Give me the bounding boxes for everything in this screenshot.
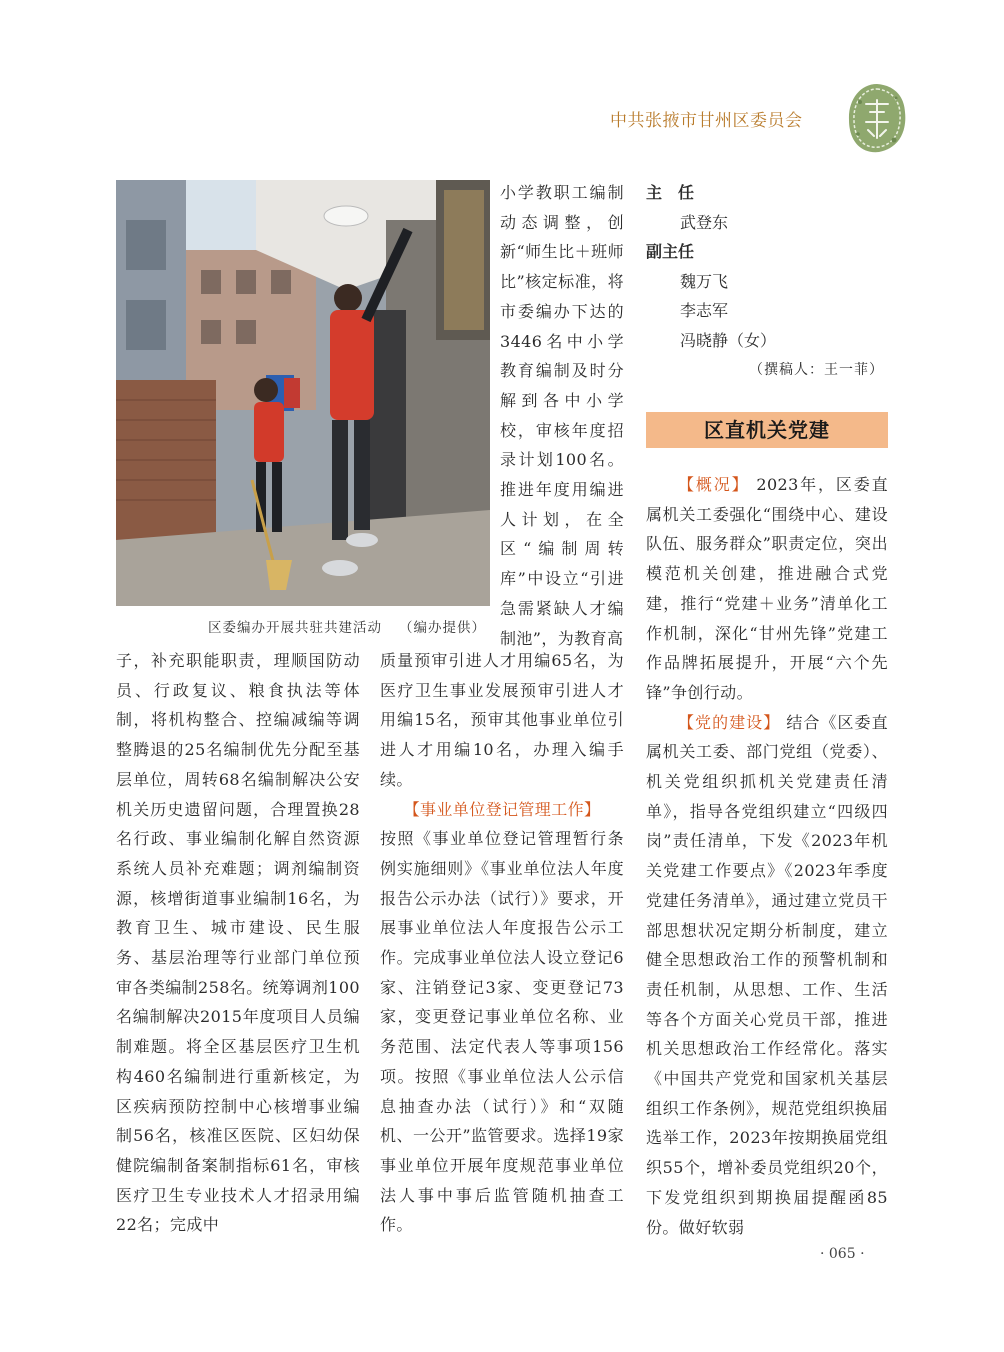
overview-heading: 【概况】 — [678, 475, 750, 494]
writer-credit: （撰稿人：王一菲） — [749, 361, 884, 378]
page-number: · 065 · — [820, 1246, 865, 1262]
caption-text: 区委编办开展共驻共建活动 — [208, 620, 382, 636]
section-body — [646, 470, 888, 1242]
party-building-heading: 【党的建设】 — [678, 712, 781, 732]
narrow-column-text: 小学教职工编制动态调整，创新“师生比＋班师比”核定标准，将市委编办下达的3446名中小学教育编制及时分解到各中小学校，审核年度招录计划100名。推进年度用编进人计划，在全区“编制周转库”中设立“引进急需紧缺人才编制池”，为教育高 — [500, 183, 624, 648]
deputy-name: 魏万飞 — [680, 271, 729, 291]
leadership-list — [646, 178, 888, 385]
overview-text: 2023年，区委直属机关工委强化“围绕中心、建设队伍、服务群众”职责定位，突出模范机关创建，推进融合式党建，推行“党建＋业务”清单化工作机制，深化“甘州先锋”党建工作品牌拓展提升，开展“六个先锋”争创行动。 — [646, 475, 888, 702]
caption-credit: （编办提供） — [399, 620, 486, 636]
column2-paragraph1: 质量预审引进人才用编65名，为医疗卫生事业发展预审引进人才用编15名，预审其他事业单位引进人才用编10名，办理入编手续。 — [380, 651, 624, 789]
column2 — [380, 646, 624, 1240]
section-title: 区直机关党建 — [646, 412, 888, 448]
deputy-name: 李志军 — [680, 301, 729, 321]
overview-paragraph — [646, 470, 888, 708]
figure-caption — [116, 616, 500, 636]
header-title: 中共张掖市甘州区委员会 — [610, 111, 803, 131]
activity-photo — [116, 180, 490, 606]
column1-text: 子，补充职能职责，理顺国防动员、行政复议、粮食执法等体制，将机构整合、控编减编等调整腾退的25名编制优先分配至基层单位，周转68名编制解决公安机关历史遗留问题，合理置换28名行政、事业编制化解自然资源系统人员补充难题；调剂编制资源，核增街道事业编制16名，为教育卫生、城市建设、民生服务、基层治理等行业部门单位预审各类编制258名。统筹调剂100名编制解决2015年度项目人员编制难题。将全区基层医疗卫生机构460名编制进行重新核定，为区疾病预防控制中心核增事业编制56名，核准区医院、区妇幼保健院编制备案制指标61名，审核医疗卫生专业技术人才招录用编22名；完成中 — [116, 651, 360, 1235]
seal-stamp-icon — [846, 82, 908, 154]
deputy-label: 副主任 — [646, 242, 695, 262]
column2-paragraph2: 按照《事业单位登记管理暂行条例实施细则》《事业单位法人年度报告公示办法（试行）》要求，开展事业单位法人年度报告公示工作。完成事业单位法人设立登记6家、注销登记3家、变更登记73家，变更登记事业单位名称、业务范围、法定代表人等事项156项。按照《事业单位法人公示信息抽查办法（试行）》和“双随机、一公开”监管要求。选择19家事业单位开展年度规范事业单位法人事中事后监管随机抽查工作。 — [380, 829, 624, 1235]
director-name: 武登东 — [680, 212, 729, 232]
party-building-paragraph — [646, 708, 888, 1243]
party-building-text: 结合《区委直属机关工委、部门党组（党委）、机关党组织抓机关党建责任清单》，指导各党组织建立“四级四岗”责任清单，下发《2023年机关党建工作要点》《2023年季度党建任务清单》，通过建立党员干部思想状况定期分析制度，建立健全思想政治工作的预警机制和责任机制，从思想、工作、生活等各个方面关心党员干部，推进机关思想政治工作经常化。落实《中国共产党党和国家机关基层组织工作条例》，规范党组织换届选举工作，2023年按期换届党组织55个，增补委员党组织20个，下发党组织到期换届提醒函85份。做好软弱 — [646, 712, 888, 1237]
registration-heading: 【事业单位登记管理工作】 — [403, 799, 601, 819]
deputy-name: 冯晓静（女） — [680, 330, 777, 350]
director-label: 主 任 — [646, 183, 695, 202]
